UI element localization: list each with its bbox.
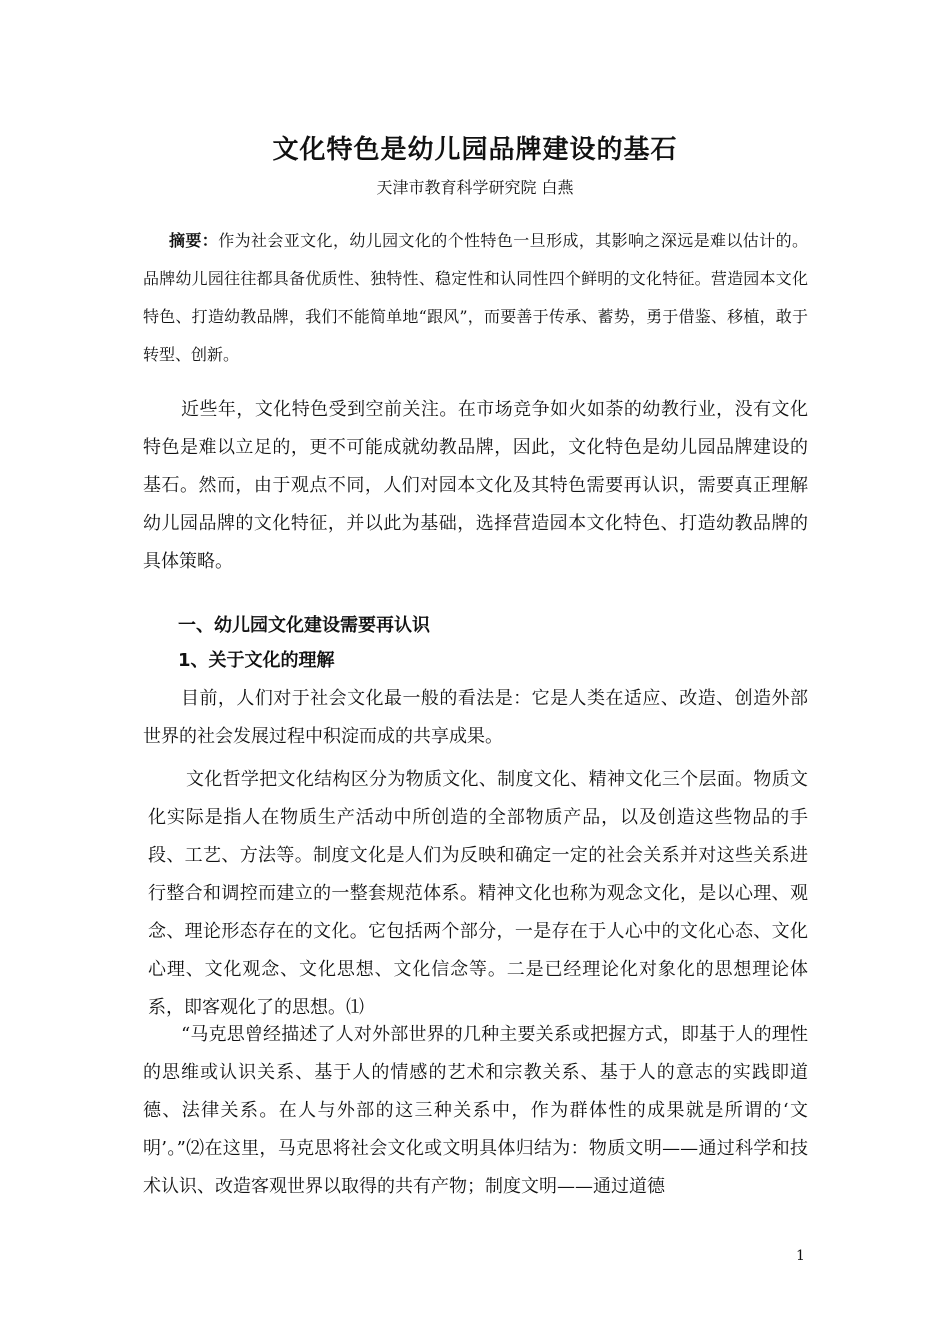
- abstract: [143, 222, 808, 374]
- page-number: 1: [796, 1248, 805, 1264]
- author-line: 天津市教育科学研究院 白燕: [376, 178, 574, 197]
- body-paragraph: “马克思曾经描述了人对外部世界的几种主要关系或把握方式，即基于人的理性的思维或认识关系、基于人的情感的艺术和宗教关系、基于人的意志的实践即道德、法律关系。在人与外部的这三种关系中，作为群体性的成果就是所谓的‘文明’。”⑵在这里，马克思将社会文化或文明具体归结为：物质文明——通过科学和技术认识、改造客观世界以取得的共有产物；制度文明——通过道德: [143, 1024, 808, 1197]
- abstract-label: 摘要：: [169, 231, 219, 250]
- subsection-heading: 1、关于文化的理解: [178, 650, 335, 671]
- section-heading: 一、幼儿园文化建设需要再认识: [178, 615, 430, 636]
- body-paragraph: 文化哲学把文化结构区分为物质文化、制度文化、精神文化三个层面。物质文化实际是指人在物质生产活动中所创造的全部物质产品，以及创造这些物品的手段、工艺、方法等。制度文化是人们为反映和确定一定的社会关系并对这些关系进行整合和调控而建立的一整套规范体系。精神文化也称为观念文化，是以心理、观念、理论形态存在的文化。它包括两个部分，一是存在于人心中的文化心态、文化心理、文化观念、文化思想、文化信念等。二是已经理论化对象化的思想理论体系，即客观化了的思想。⑴: [148, 769, 808, 1018]
- body-paragraph: 目前，人们对于社会文化最一般的看法是：它是人类在适应、改造、创造外部世界的社会发展过程中积淀而成的共享成果。: [143, 688, 808, 747]
- abstract-text: 作为社会亚文化，幼儿园文化的个性特色一旦形成，其影响之深远是难以估计的。品牌幼儿园往往都具备优质性、独特性、稳定性和认同性四个鲜明的文化特征。营造园本文化特色、打造幼教品牌，我们不能简单地“跟风”，而要善于传承、蓄势，勇于借鉴、移植，敢于转型、创新。: [143, 231, 808, 364]
- intro-paragraph: 近些年，文化特色受到空前关注。在市场竞争如火如荼的幼教行业，没有文化特色是难以立足的，更不可能成就幼教品牌，因此，文化特色是幼儿园品牌建设的基石。然而，由于观点不同，人们对园本文化及其特色需要再认识，需要真正理解幼儿园品牌的文化特征，并以此为基础，选择营造园本文化特色、打造幼教品牌的具体策略。: [143, 399, 808, 572]
- document-title: 文化特色是幼儿园品牌建设的基石: [272, 135, 678, 165]
